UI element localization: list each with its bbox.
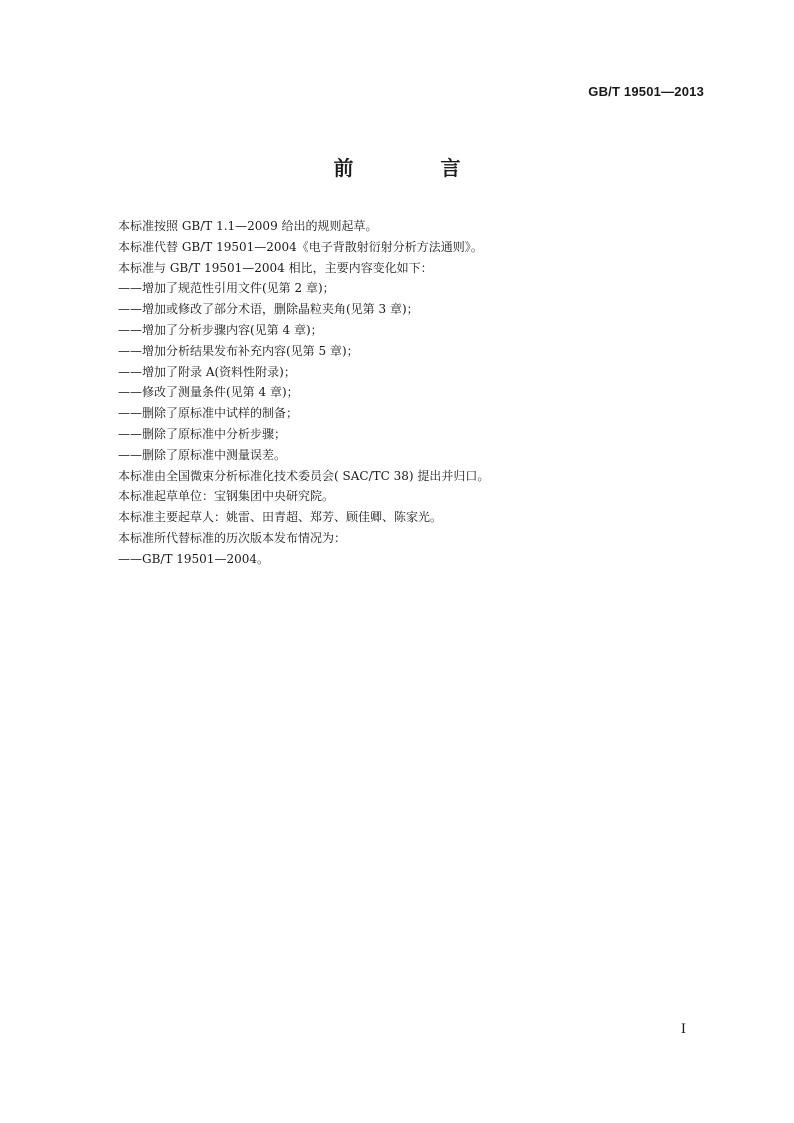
list-item: ——修改了测量条件(见第 4 章)； <box>118 385 299 400</box>
list-item: ——增加了规范性引用文件(见第 2 章)； <box>118 281 335 296</box>
list-item: ——删除了原标准中分析步骤； <box>118 426 287 441</box>
list-item: ——删除了原标准中试样的制备； <box>118 406 299 421</box>
paragraph-line: 本标准起草单位：宝钢集团中央研究院。 <box>118 489 335 504</box>
list-item: ——删除了原标准中测量误差。 <box>118 447 287 462</box>
paragraph-line: 本标准与 GB/T 19501—2004 相比，主要内容变化如下： <box>118 260 433 275</box>
list-item: ——增加或修改了部分术语，删除晶粒夹角(见第 3 章)； <box>118 302 419 317</box>
paragraph-line: 本标准所代替标准的历次版本发布情况为： <box>118 530 347 545</box>
paragraph-line: 本标准主要起草人：姚雷、田青超、郑芳、顾佳卿、陈家光。 <box>118 510 443 525</box>
list-item: ——增加了分析步骤内容(见第 4 章)； <box>118 322 323 337</box>
list-item: ——增加了附录 A(资料性附录)； <box>118 364 296 379</box>
document-id: GB/T 19501—2013 <box>588 84 704 99</box>
list-item: ——GB/T 19501—2004。 <box>118 551 269 566</box>
list-item: ——增加分析结果发布补充内容(见第 5 章)； <box>118 343 359 358</box>
page-number: I <box>680 1022 686 1037</box>
paragraph-line: 本标准按照 GB/T 1.1—2009 给出的规则起草。 <box>118 219 378 233</box>
paragraph-line: 本标准代替 GB/T 19501—2004《电子背散射衍射分析方法通则》。 <box>118 239 483 254</box>
page-title: 前 言 <box>333 156 501 180</box>
foreword-body <box>118 216 698 570</box>
paragraph-line: 本标准由全国微束分析标准化技术委员会( SAC/TC 38) 提出并归口。 <box>118 468 490 483</box>
